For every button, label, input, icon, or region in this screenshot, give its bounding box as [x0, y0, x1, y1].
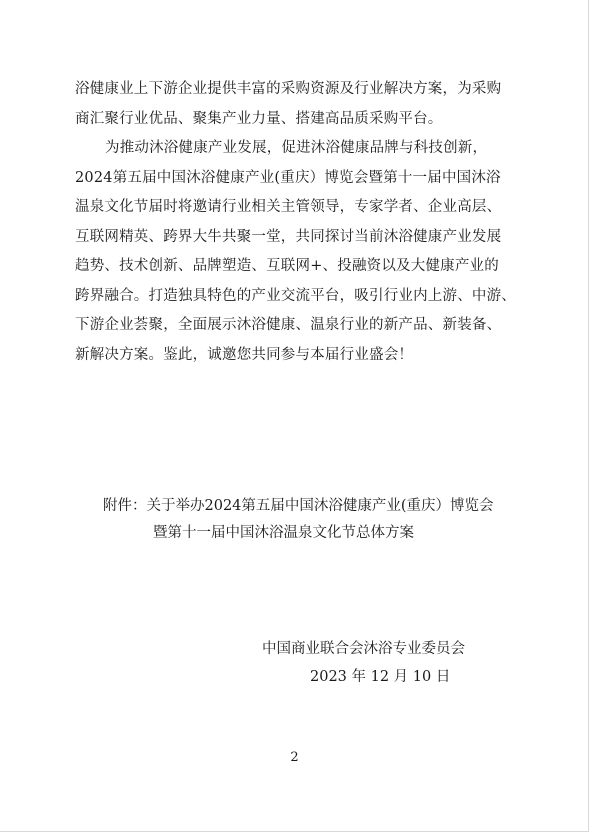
paragraph-line: 商汇聚行业优品、聚集产业力量、搭建高品质采购平台。: [75, 110, 443, 127]
paragraph-line: 新解决方案。鉴此，诚邀您共同参与本届行业盛会！: [75, 346, 414, 363]
page-number: 2: [290, 750, 299, 765]
paragraph-line: 浴健康业上下游企业提供丰富的采购资源及行业解决方案，为采购: [75, 81, 502, 97]
paragraph-line: 2024第五届中国沐浴健康产业(重庆）博览会暨第十一届中国沐浴: [75, 169, 501, 186]
paragraph-line: 互联网精英、跨界大牛共聚一堂，共同探讨当前沐浴健康产业发展: [75, 228, 502, 245]
paragraph-line: 跨界融合。打造独具特色的产业交流平台，吸引行业内上游、中游、: [75, 287, 516, 304]
signature-date: 2023 年 12 月 10 日: [310, 669, 451, 685]
signature-block: [262, 635, 465, 691]
attachment-note: [103, 493, 494, 547]
paragraph-line: 为推动沐浴健康产业发展，促进沐浴健康品牌与科技创新，: [105, 140, 488, 156]
attachment-line-1: 附件：关于举办2024第五届中国沐浴健康产业(重庆）博览会: [103, 498, 494, 514]
paragraph-continuation: [75, 75, 515, 134]
signature-organization: 中国商业联合会沐浴专业委员会: [262, 641, 465, 657]
paragraph-line: 趋势、技术创新、品牌塑造、互联网+、投融资以及大健康产业的: [75, 258, 499, 274]
paragraph-line: 下游企业荟聚，全面展示沐浴健康、温泉行业的新产品、新装备、: [75, 317, 502, 333]
attachment-line-2: 暨第十一届中国沐浴温泉文化节总体方案: [153, 525, 414, 541]
paragraph-line: 温泉文化节届时将邀请行业相关主管领导，专家学者、企业高层、: [75, 199, 502, 215]
paragraph-main: [75, 134, 515, 370]
